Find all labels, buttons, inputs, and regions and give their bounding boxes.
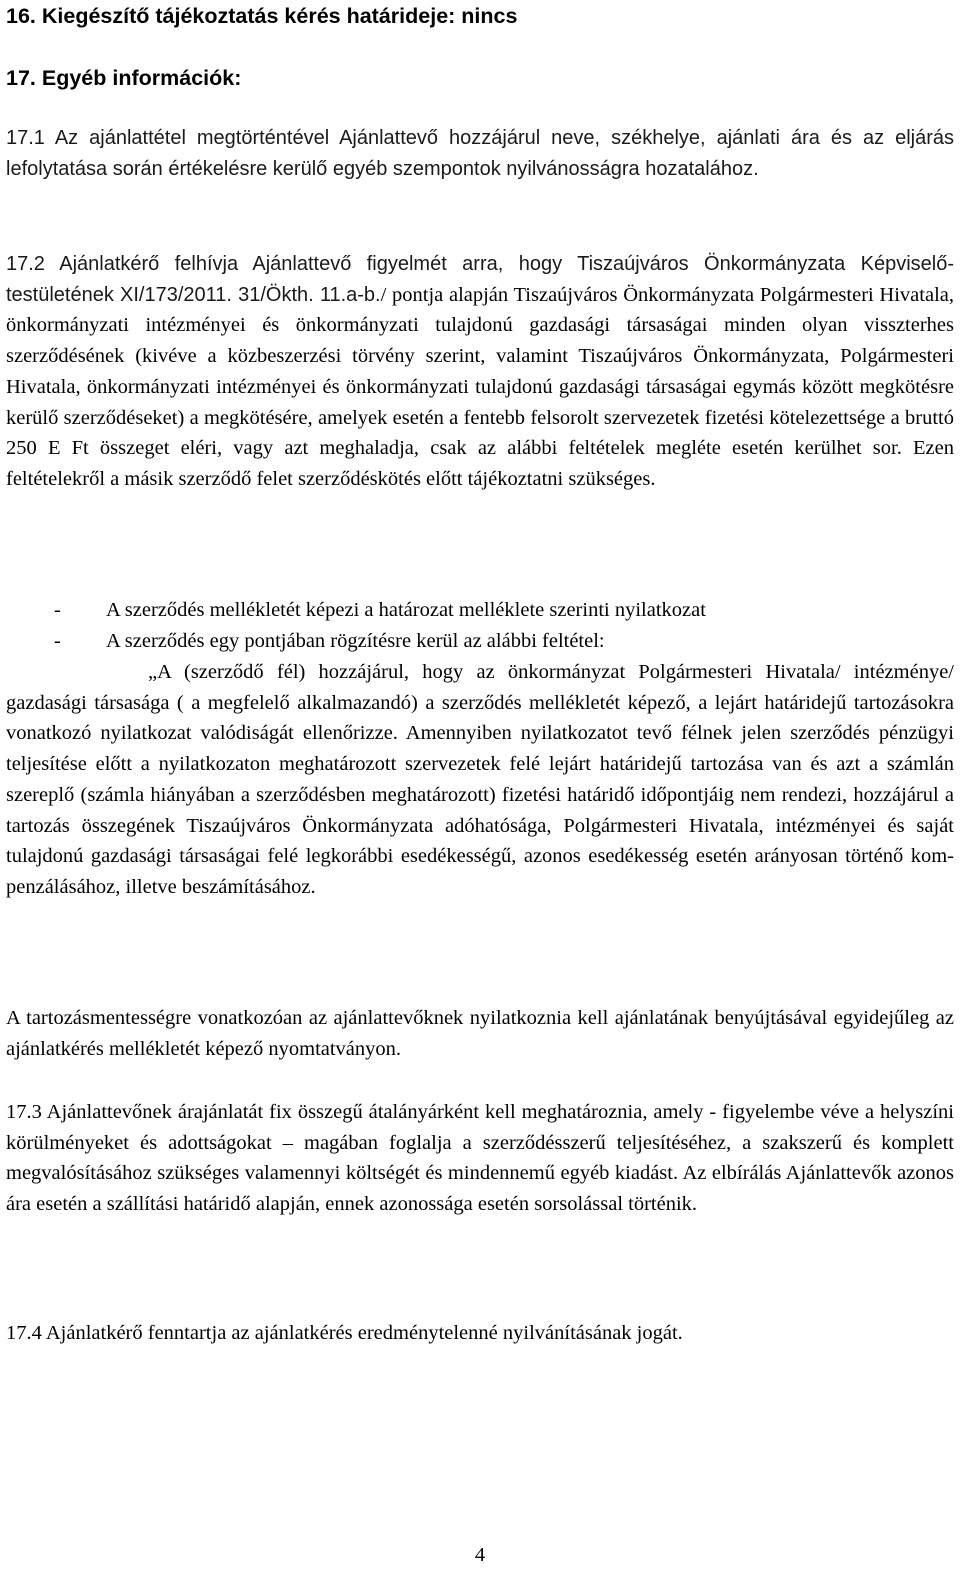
bullet-marker: - bbox=[54, 599, 61, 621]
bullet-item-1 bbox=[6, 595, 954, 626]
paragraph-17-1: 17.1 Az ajánlattétel megtörténtével Ajánlattevő hozzájárul neve, székhelye, ajánlati ára és az eljárás lefolytatása során értékelésre kerülő egyéb szempontok nyilvánosságra hozatalához. bbox=[6, 127, 954, 180]
quoted-condition: „A (szerződő fél) hozzájárul, hogy az önkormányzat Polgármesteri Hivatala/ intézménye/ gazdasági társasága ( a megfelelő alkalmazandó) a szerződés mellékletét képező, a lejárt határidejű tartozásokra vonatkozó nyilatkozat valódiságát ellenőrizze. Amennyiben nyilatkozatot tevő félnek jelen szerződés pénzügyi teljesítése előtt a nyilatkozaton meghatározott szervezetek felé lejárt határidejű tartozása van és azt a számlán szereplő (számla hiányában a szerződésben meghatározott) fizetési határidő időpontjáig nem rendezi, hozzájárul a tartozás összegének Tiszaújváros Önkormányzata adóhatósága, Polgármesteri Hivatala, intézményei és saját tulajdonú gazdasági társaságai felé legkorábbi esedékességű, azonos esedékesség esetén arányosan történő kompenzálásához, illetve beszámításához. bbox=[6, 661, 954, 898]
bullet-item-2 bbox=[6, 626, 954, 657]
paragraph-17-2 bbox=[6, 249, 954, 495]
bullet-text-2: A szerződés egy pontjában rögzítésre kerül az alábbi feltétel: bbox=[106, 630, 605, 652]
paragraph-17-2-continuation: / pontja alapján Tiszaújváros Önkormányzata Polgármesteri Hivatala, önkormányzati intézményei és önkormányzati tulajdonú gazdasági társaságai minden olyan visszterhes szerződésének (kivéve a közbeszerzési törvény szerint, valamint Tiszaújváros Önkormányzata, Polgármesteri Hivatala, önkormányzati intézményei és önkormányzati tulajdonú gazdasági társaságai egymás között megkötésre kerülő szerződéseket) a megkötésére, amelyek esetén a fentebb felsorolt szervezetek fizetési kötelezettsége a bruttó 250 E Ft összeget eléri, vagy azt meghaladja, csak az alábbi feltételek megléte esetén kerülhet sor. Ezen feltételekről a másik szerződő felet szerződéskötés előtt tájékoztatni szükséges. bbox=[6, 283, 954, 490]
paragraph-debt-free: A tartozásmentességre vonatkozóan az ajánlattevőknek nyilatkoznia kell ajánlatának benyújtásával egyidejűleg az ajánlatkérés mellékletét képező nyomtatványon. bbox=[6, 1007, 954, 1060]
paragraph-17-4: 17.4 Ajánlatkérő fenntartja az ajánlatkérés eredménytelenné nyilvánításának jogát. bbox=[6, 1322, 683, 1344]
section-17-heading: 17. Egyéb információk: bbox=[6, 66, 242, 90]
paragraph-17-2-start: 17.2 Ajánlatkérő felhívja Ajánlattevő figyelmét arra, hogy Tiszaújváros Önkormányzata Képviselő-testületének XI/173/2011. 31/Ökth. 11.a-b. bbox=[6, 253, 954, 306]
page-number: 4 bbox=[474, 1544, 486, 1566]
bullet-text-1: A szerződés mellékletét képezi a határozat melléklete szerinti nyilatkozat bbox=[106, 599, 706, 621]
section-16-heading: 16. Kiegészítő tájékoztatás kérés határideje: nincs bbox=[6, 4, 518, 28]
bullet-marker: - bbox=[54, 630, 61, 652]
paragraph-17-3: 17.3 Ajánlattevőnek árajánlatát fix összegű átalányárként kell meghatároznia, amely - figyelembe véve a helyszíni körülményeket és adottságokat – magában foglalja a szerződésszerű teljesítéséhez, a szakszerű és komplett megvalósításához szükséges valamennyi költségét és mindennemű egyéb kiadást. Az elbírálás Ajánlattevők azonos ára esetén a szállítási határidő alapján, ennek azonossága esetén sorsolással történik. bbox=[6, 1101, 954, 1216]
